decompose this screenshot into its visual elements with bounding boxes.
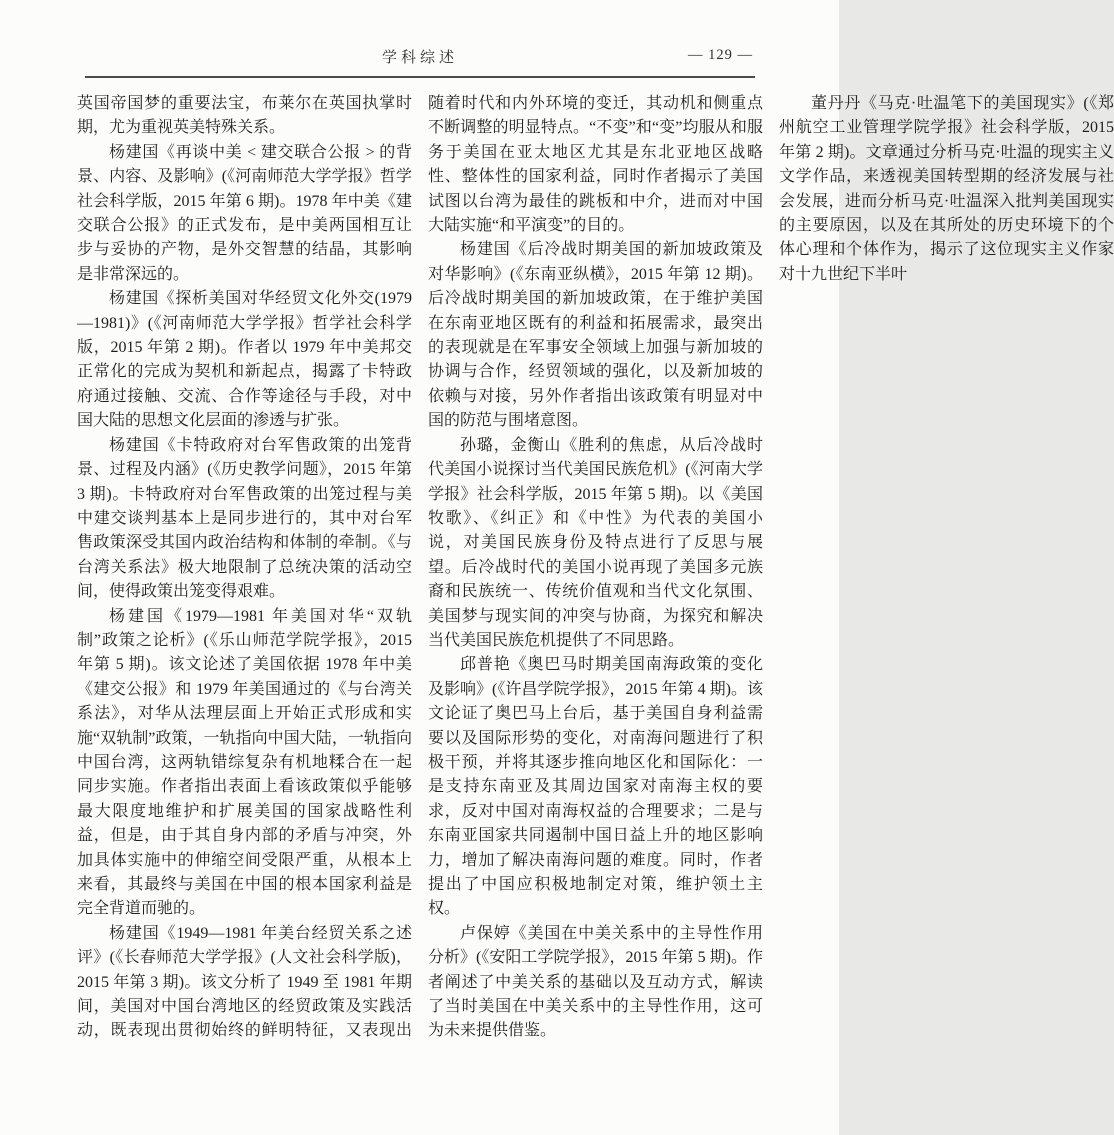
page-header (85, 46, 755, 70)
paragraph: 杨建国《后冷战时期美国的新加坡政策及对华影响》(《东南亚纵横》，2015 年第 12 期)。后冷战时期美国的新加坡政策，在于维护美国在东南亚地区既有的利益和拓展需求，最突出的表现就是在军事安全领域上加强与新加坡的协调与合作，经贸领域的强化，以及新加坡的依赖与对接，另外作者指出该政策有明显对中国的防范与围堵意图。 (428, 241, 763, 430)
paragraph: 杨建国《1979—1981 年美国对华“双轨制”政策之论析》(《乐山师范学院学报》，2015 年第 5 期)。该文论述了美国依据 1978 年中美《建交公报》和 1979 年美国通过的《与台湾关系法》，对华从法理层面上开始正式形成和实施“双轨制”政策，一轨指向中国大陆，一轨指向中国台湾，这两轨错综复杂有机地糅合在一起同步实施。作者指出表面上看该政策似乎能够最大限度地维护和扩展美国的国家战略性利益，但是，由于其自身内部的矛盾与冲突，外加具体实施中的伸缩空间受限严重，从根本上来看，其最终与美国在中国的根本国家利益是完全背道而驰的。 (77, 607, 412, 918)
paragraph: 杨建国《1949—1981 年美台经贸关系之述评》(《长春师范大学学报》(人文社会科学版)，2015 年第 3 期)。该文分析了 1949 至 1981 年期间，美国对中国台湾地区的经贸政策及实践活动，既表现出贯彻始终的鲜明特征，又表现出随着时代和内外环境的变迁，其动机和侧重点不断调整的明显特点。“不变”和“变”均服从和服务于美国在亚太地区尤其是东北亚地区战略性、整体性的国家利益，同时作者揭示了美国试图以台湾为最佳的跳板和中介，进而对中国大陆实施“和平演变”的目的。 (77, 95, 763, 1040)
paragraph: 杨建国《探析美国对华经贸文化外交(1979—1981)》(《河南师范大学学报》哲学社会科学版，2015 年第 2 期)。作者以 1979 年中美邦交正常化的完成为契机和新起点，揭露了卡特政府通过接触、交流、合作等途径与手段，对中国大陆的思想文化层面的渗透与扩张。 (77, 290, 412, 430)
paragraph: 卢保婷《美国在中美关系中的主导性作用分析》(《安阳工学院学报》，2015 年第 5 期)。作者阐述了中美关系的基础以及互动方式，解读了当时美国在中美关系中的主导性作用，这可为未来提供借鉴。 (428, 924, 763, 1040)
article-body (77, 92, 1114, 1048)
page-number: — 129 — (688, 47, 753, 63)
section-title: 学科综述 (381, 50, 458, 66)
header-rule (85, 76, 755, 78)
paragraph: 董丹丹《马克·吐温笔下的美国现实》(《郑州航空工业管理学院学报》社会科学版，2015 年第 2 期)。文章通过分析马克·吐温的现实主义文学作品，来透视美国转型期的经济发展与社会发展，进而分析马克·吐温深入批判美国现实的主要原因，以及在其所处的历史环境下的个体心理和个体作为，揭示了这位现实主义作家对十九世纪下半叶 (779, 95, 1114, 283)
paragraph: 杨建国《卡特政府对台军售政策的出笼背景、过程及内涵》(《历史教学问题》，2015 年第 3 期)。卡特政府对台军售政策的出笼过程与美中建交谈判基本上是同步进行的，其中对台军售政策深受其国内政治结构和体制的牵制。《与台湾关系法》极大地限制了总统决策的活动空间，使得政策出笼变得艰难。 (77, 436, 412, 601)
paragraph: 英国帝国梦的重要法宝，布莱尔在英国执掌时期，尤为重视英美特殊关系。 (77, 95, 412, 137)
paragraph: 杨建国《再谈中美 < 建交联合公报 > 的背景、内容、及影响》(《河南师范大学学报》哲学社会科学版，2015 年第 6 期)。1978 年中美《建交联合公报》的正式发布，是中美两国相互让步与妥协的产物，是外交智慧的结晶，其影响是非常深远的。 (77, 143, 412, 283)
paragraph: 邱普艳《奥巴马时期美国南海政策的变化及影响》(《许昌学院学报》，2015 年第 4 期)。该文论证了奥巴马上台后，基于美国自身利益需要以及国际形势的变化，对南海问题进行了积极干预，并将其逐步推向地区化和国际化：一是支持东南亚及其周边国家对南海主权的要求，反对中国对南海权益的合理要求；二是与东南亚国家共同遏制中国日益上升的地区影响力，增加了解决南海问题的难度。同时，作者提出了中国应积极地制定对策，维护领土主权。 (428, 656, 763, 918)
paragraph: 孙璐，金衡山《胜利的焦虑，从后冷战时代美国小说探讨当代美国民族危机》(《河南大学学报》社会科学版，2015 年第 5 期)。以《美国牧歌》、《纠正》和《中性》为代表的美国小说，对美国民族身份及特点进行了反思与展望。后冷战时代的美国小说再现了美国多元族裔和民族统一、传统价值观和当代文化氛围、美国梦与现实间的冲突与协商，为探究和解决当代美国民族危机提供了不同思路。 (428, 436, 763, 649)
